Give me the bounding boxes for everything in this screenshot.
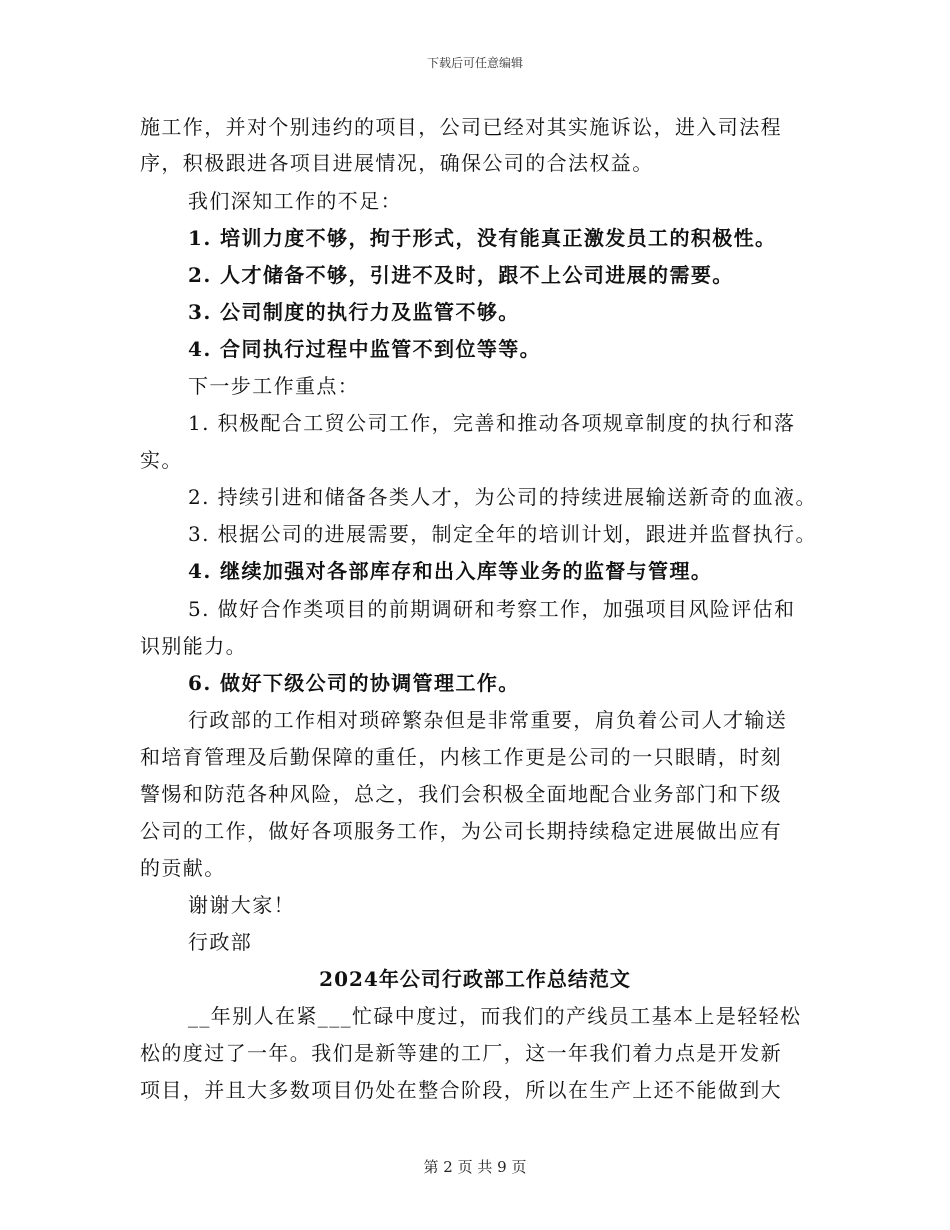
body-line: 行政部的工作相对琐碎繁杂但是非常重要，肩负着公司人才输送: [188, 708, 788, 732]
signature-line: 行政部: [188, 930, 253, 954]
list-item-bold: 3. 公司制度的执行力及监管不够。: [188, 300, 520, 324]
body-line: 识别能力。: [140, 634, 247, 658]
list-item: 2. 持续引进和储备各类人才，为公司的持续进展输送新奇的血液。: [188, 485, 817, 509]
body-line: 施工作，并对个别违约的项目，公司已经对其实施诉讼，进入司法程: [140, 115, 782, 139]
section-title: 2024年公司行政部工作总结范文: [319, 967, 631, 991]
body-line: __年别人在紧___忙碌中度过，而我们的产线员工基本上是轻轻松: [188, 1004, 802, 1028]
body-line: 的贡献。: [140, 856, 226, 880]
body-line: 谢谢大家！: [188, 893, 295, 917]
list-item-bold: 1. 培训力度不够，拘于形式，没有能真正激发员工的积极性。: [188, 226, 777, 250]
list-item-bold: 4. 继续加强对各部库存和出入库等业务的监督与管理。: [188, 559, 713, 583]
list-item: 1. 积极配合工贸公司工作，完善和推动各项规章制度的执行和落: [188, 411, 796, 435]
body-line: 实。: [140, 448, 183, 472]
body-line: 我们深知工作的不足：: [188, 189, 402, 213]
list-item-bold: 4. 合同执行过程中监管不到位等等。: [188, 337, 542, 361]
body-line: 下一步工作重点：: [188, 374, 360, 398]
page-header-note: 下载后可任意编辑: [426, 56, 523, 70]
body-line: 松的度过了一年。我们是新等建的工厂，这一年我们着力点是开发新: [140, 1041, 782, 1065]
list-item-bold: 2. 人才储备不够，引进不及时，跟不上公司进展的需要。: [188, 263, 734, 287]
list-item-bold: 6. 做好下级公司的协调管理工作。: [188, 671, 520, 695]
body-line: 序，积极跟进各项目进展情况，确保公司的合法权益。: [140, 151, 654, 175]
body-line: 和培育管理及后勤保障的重任，内核工作更是公司的一只眼睛，时刻: [140, 745, 782, 769]
body-line: 项目，并且大多数项目仍处在整合阶段，所以在生产上还不能做到大: [140, 1078, 782, 1102]
body-line: 公司的工作，做好各项服务工作，为公司长期持续稳定进展做出应有: [140, 819, 782, 843]
body-line: 警惕和防范各种风险，总之，我们会积极全面地配合业务部门和下级: [140, 782, 782, 806]
page-number: 第 2 页 共 9 页: [423, 1158, 527, 1176]
list-item: 5. 做好合作类项目的前期调研和考察工作，加强项目风险评估和: [188, 597, 796, 621]
list-item: 3. 根据公司的进展需要，制定全年的培训计划，跟进并监督执行。: [188, 522, 817, 546]
